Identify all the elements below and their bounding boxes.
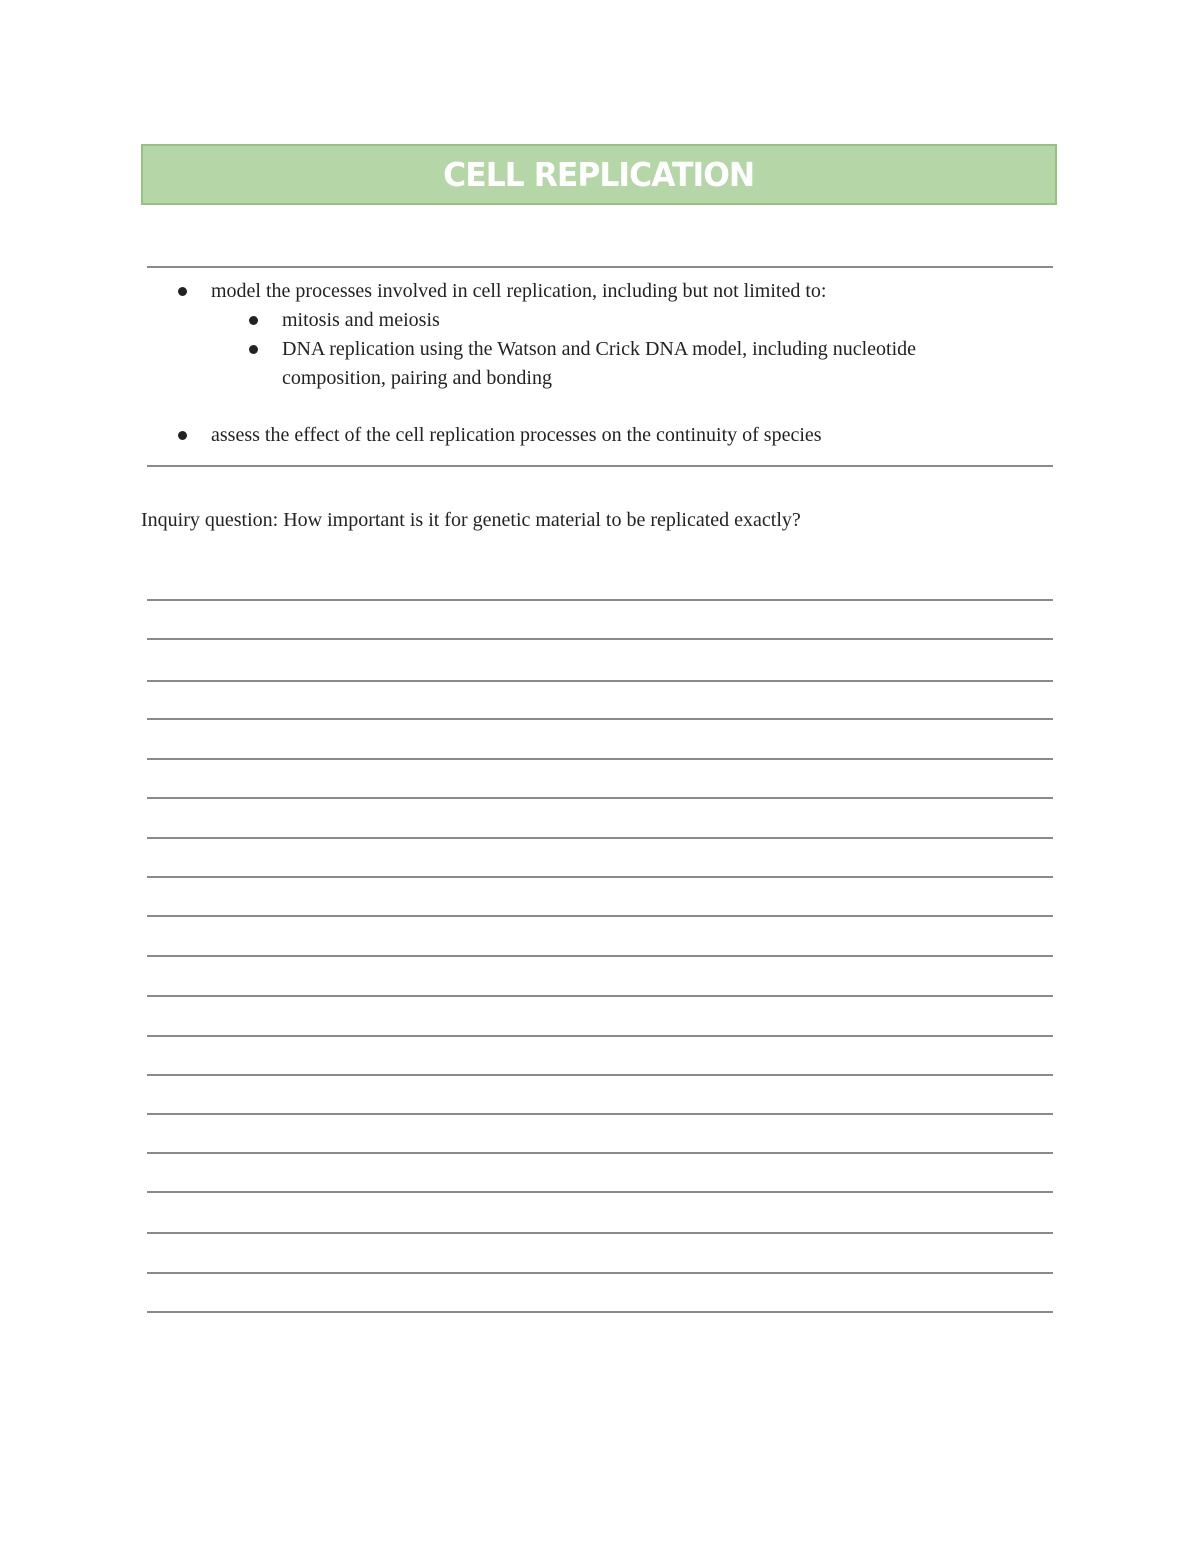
answer-line [147,680,1053,682]
outcome-text: model the processes involved in cell replication, including but not limited to: [211,280,827,302]
outcome-subitem-text: mitosis and meiosis [282,309,440,331]
title-banner [141,144,1057,205]
answer-line [147,797,1053,799]
answer-line [147,599,1053,601]
answer-line [147,1232,1053,1234]
answer-line [147,758,1053,760]
inquiry-question: Inquiry question: How important is it for genetic material to be replicated exactly? [141,509,801,531]
answer-line [147,995,1053,997]
bullet-icon [249,316,258,325]
outcome-item [211,421,822,450]
outcome-item [211,277,826,306]
outcome-subitem [282,335,916,364]
answer-line [147,1191,1053,1193]
answer-line [147,1311,1053,1313]
outcome-subitem-continuation [282,364,552,393]
outcome-subitem-text: DNA replication using the Watson and Crick DNA model, including nucleotide [282,338,917,360]
answer-line [147,1272,1053,1274]
bullet-icon [249,345,258,354]
answer-line [147,1113,1053,1115]
page-title: CELL REPLICATION [443,155,755,194]
answer-line [147,638,1053,640]
outcomes-bottom-rule [147,465,1053,467]
answer-line [147,1035,1053,1037]
answer-line [147,1074,1053,1076]
bullet-icon [178,287,187,296]
answer-line [147,837,1053,839]
answer-line [147,915,1053,917]
outcome-subitem-text: composition, pairing and bonding [282,367,552,389]
answer-line [147,1152,1053,1154]
outcome-subitem [282,306,440,335]
outcomes-top-rule [147,266,1053,268]
bullet-icon [178,431,187,440]
outcome-text: assess the effect of the cell replication processes on the continuity of species [211,424,822,446]
answer-line [147,955,1053,957]
answer-line [147,718,1053,720]
answer-line [147,876,1053,878]
